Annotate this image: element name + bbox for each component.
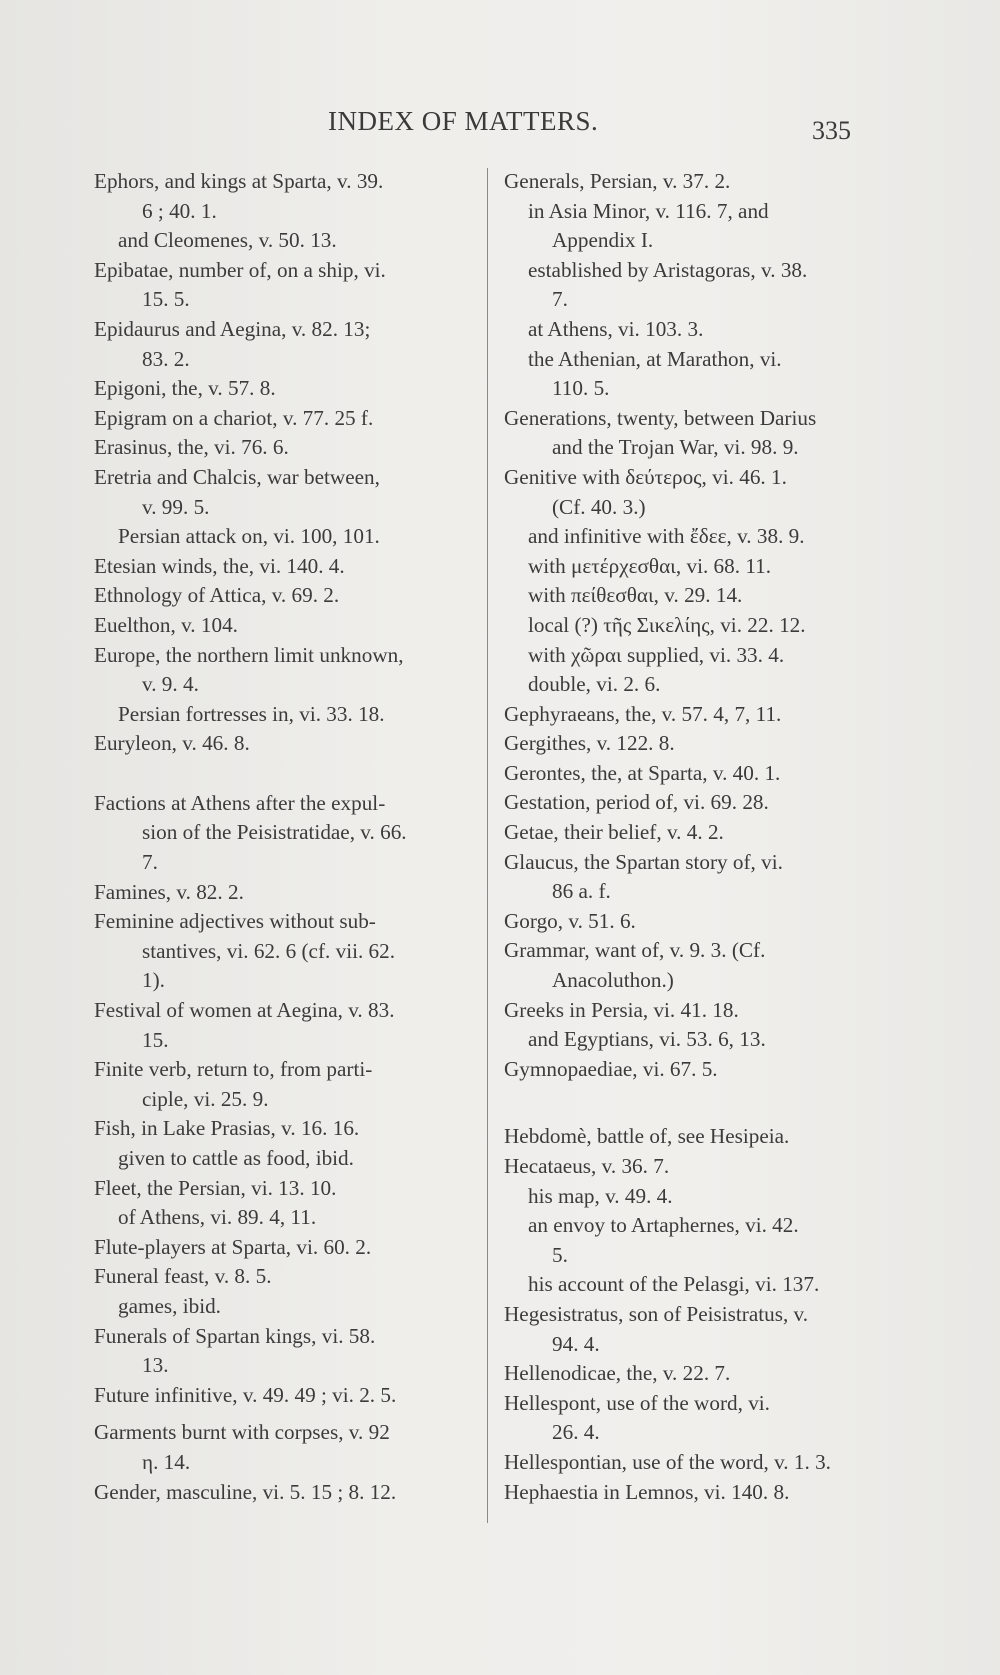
index-subentry: Anacoluthon.) [552,968,674,993]
index-subentry: 6 ; 40. 1. [142,198,217,223]
index-entry: Gorgo, v. 51. 6. [504,908,636,933]
index-entry: Future infinitive, v. 49. 49 ; vi. 2. 5. [94,1382,397,1407]
index-entry: Festival of women at Aegina, v. 83. [94,998,395,1023]
column-divider [487,168,488,1523]
index-entry: Eretria and Chalcis, war between, [94,464,380,489]
index-subentry: 110. 5. [552,376,610,401]
index-subentry: and infinitive with ἔδεε, v. 38. 9. [528,524,805,549]
index-subentry: 7. [142,850,158,875]
index-subentry: 7. [552,287,568,312]
index-subentry: an envoy to Artaphernes, vi. 42. [528,1213,799,1238]
index-entry: Greeks in Persia, vi. 41. 18. [504,997,739,1022]
index-entry: Fleet, the Persian, vi. 13. 10. [94,1175,337,1200]
index-subentry: (Cf. 40. 3.) [552,494,646,519]
index-entry: Genitive with δεύτερος, vi. 46. 1. [504,464,787,489]
page-header [0,106,1000,146]
index-subentry: given to cattle as food, ibid. [118,1146,354,1170]
index-subentry: and the Trojan War, vi. 98. 9. [552,435,799,460]
page-number: 335 [812,116,851,145]
index-subentry: 5. [552,1242,568,1267]
index-entry: Gerontes, the, at Sparta, v. 40. 1. [504,760,781,785]
index-subentry: Appendix I. [552,228,654,253]
index-subentry: 94. 4. [552,1331,600,1356]
index-subentry: established by Aristagoras, v. 38. [528,257,808,282]
index-entry: Gymnopaediae, vi. 67. 5. [504,1056,718,1081]
index-subentry: v. 99. 5. [142,494,210,519]
section-gap [504,1084,864,1114]
index-entry: Hellespont, use of the word, vi. [504,1390,770,1415]
index-entry: Euelthon, v. 104. [94,612,238,637]
index-subentry: and Egyptians, vi. 53. 6, 13. [528,1027,766,1052]
index-subentry: in Asia Minor, v. 116. 7, and [528,198,769,223]
index-entry: Gender, masculine, vi. 5. 15 ; 8. 12. [94,1479,397,1504]
index-entry: Gergithes, v. 122. 8. [504,731,675,756]
index-entry: Garments burnt with corpses, v. 92 [94,1420,390,1445]
index-subentry: of Athens, vi. 89. 4, 11. [118,1205,317,1230]
index-subentry: 15. 5. [142,287,190,312]
index-entry: Generations, twenty, between Darius [504,405,817,430]
index-entry: Erasinus, the, vi. 76. 6. [94,435,289,460]
index-subentry: sion of the Peisistratidae, v. 66. [142,820,407,845]
index-subentry: his account of the Pelasgi, vi. 137. [528,1272,820,1297]
index-entry: Hellespontian, use of the word, v. 1. 3. [504,1449,831,1474]
index-subentry: 26. 4. [552,1420,600,1445]
index-entry: Epigoni, the, v. 57. 8. [94,376,276,401]
index-entry: Funerals of Spartan kings, vi. 58. [94,1323,376,1348]
index-entry: Epigram on a chariot, v. 77. 25 f. [94,405,374,430]
index-subentry: with χῶραι supplied, vi. 33. 4. [528,642,785,667]
index-entry: Hephaestia in Lemnos, vi. 140. 8. [504,1479,790,1504]
index-subentry: 15. [142,1027,169,1052]
running-title: INDEX OF MATTERS. [328,106,599,136]
index-entry: Gestation, period of, vi. 69. 28. [504,790,769,815]
index-entry: Etesian winds, the, vi. 140. 4. [94,553,345,578]
index-entry: Glaucus, the Spartan story of, vi. [504,849,783,874]
index-subentry: 83. 2. [142,346,190,371]
index-entry: Flute-players at Sparta, vi. 60. 2. [94,1234,372,1259]
index-subentry: and Cleomenes, v. 50. 13. [118,228,337,253]
index-subentry: 86 a. f. [552,879,611,904]
index-entry: Ethnology of Attica, v. 69. 2. [94,583,340,608]
index-subentry: local (?) τῆς Σικελίης, vi. 22. 12. [528,612,806,637]
index-subentry: his map, v. 49. 4. [528,1183,673,1208]
index-entry: Funeral feast, v. 8. 5. [94,1264,272,1289]
index-entry: Euryleon, v. 46. 8. [94,731,250,756]
index-subentry: stantives, vi. 62. 6 (cf. vii. 62. [142,938,396,963]
index-subentry: at Athens, vi. 103. 3. [528,316,704,341]
index-entry: Epidaurus and Aegina, v. 82. 13; [94,316,371,341]
section-gap [504,1114,864,1122]
index-entry: Hecataeus, v. 36. 7. [504,1154,670,1178]
index-column-right [504,167,864,1507]
index-entry: Famines, v. 82. 2. [94,879,244,904]
index-entry: Epibatae, number of, on a ship, vi. [94,257,386,282]
index-subentry: the Athenian, at Marathon, vi. [528,346,782,371]
index-subentry: η. 14. [142,1449,191,1474]
index-entry: Grammar, want of, v. 9. 3. (Cf. [504,938,766,963]
index-subentry: with πείθεσθαι, v. 29. 14. [528,583,743,608]
index-subentry: v. 9. 4. [142,672,199,697]
index-entry: Hellenodicae, the, v. 22. 7. [504,1361,731,1386]
index-subentry: double, vi. 2. 6. [528,672,661,697]
index-subentry: ciple, vi. 25. 9. [142,1086,269,1111]
index-subentry: 1). [142,968,165,993]
index-entry: Hegesistratus, son of Peisistratus, v. [504,1301,809,1326]
index-entry: Europe, the northern limit unknown, [94,642,404,667]
index-entry: Ephors, and kings at Sparta, v. 39. [94,169,384,193]
index-entry: Feminine adjectives without sub- [94,909,376,934]
index-entry: Getae, their belief, v. 4. 2. [504,820,724,845]
index-entry: Gephyraeans, the, v. 57. 4, 7, 11. [504,701,782,726]
index-entry: Fish, in Lake Prasias, v. 16. 16. [94,1116,360,1141]
index-subentry: Persian attack on, vi. 100, 101. [118,524,380,549]
section-gap [94,759,479,789]
index-subentry: with μετέρχεσθαι, vi. 68. 11. [528,553,772,578]
index-subentry: games, ibid. [118,1293,221,1318]
section-gap [94,1410,479,1418]
index-subentry: 13. [142,1353,169,1378]
index-entry: Finite verb, return to, from parti- [94,1057,373,1082]
index-column-left [94,167,479,1507]
index-entry: Factions at Athens after the expul- [94,790,386,815]
index-entry: Generals, Persian, v. 37. 2. [504,169,731,193]
index-subentry: Persian fortresses in, vi. 33. 18. [118,701,385,726]
index-entry: Hebdomè, battle of, see Hesipeia. [504,1124,790,1149]
